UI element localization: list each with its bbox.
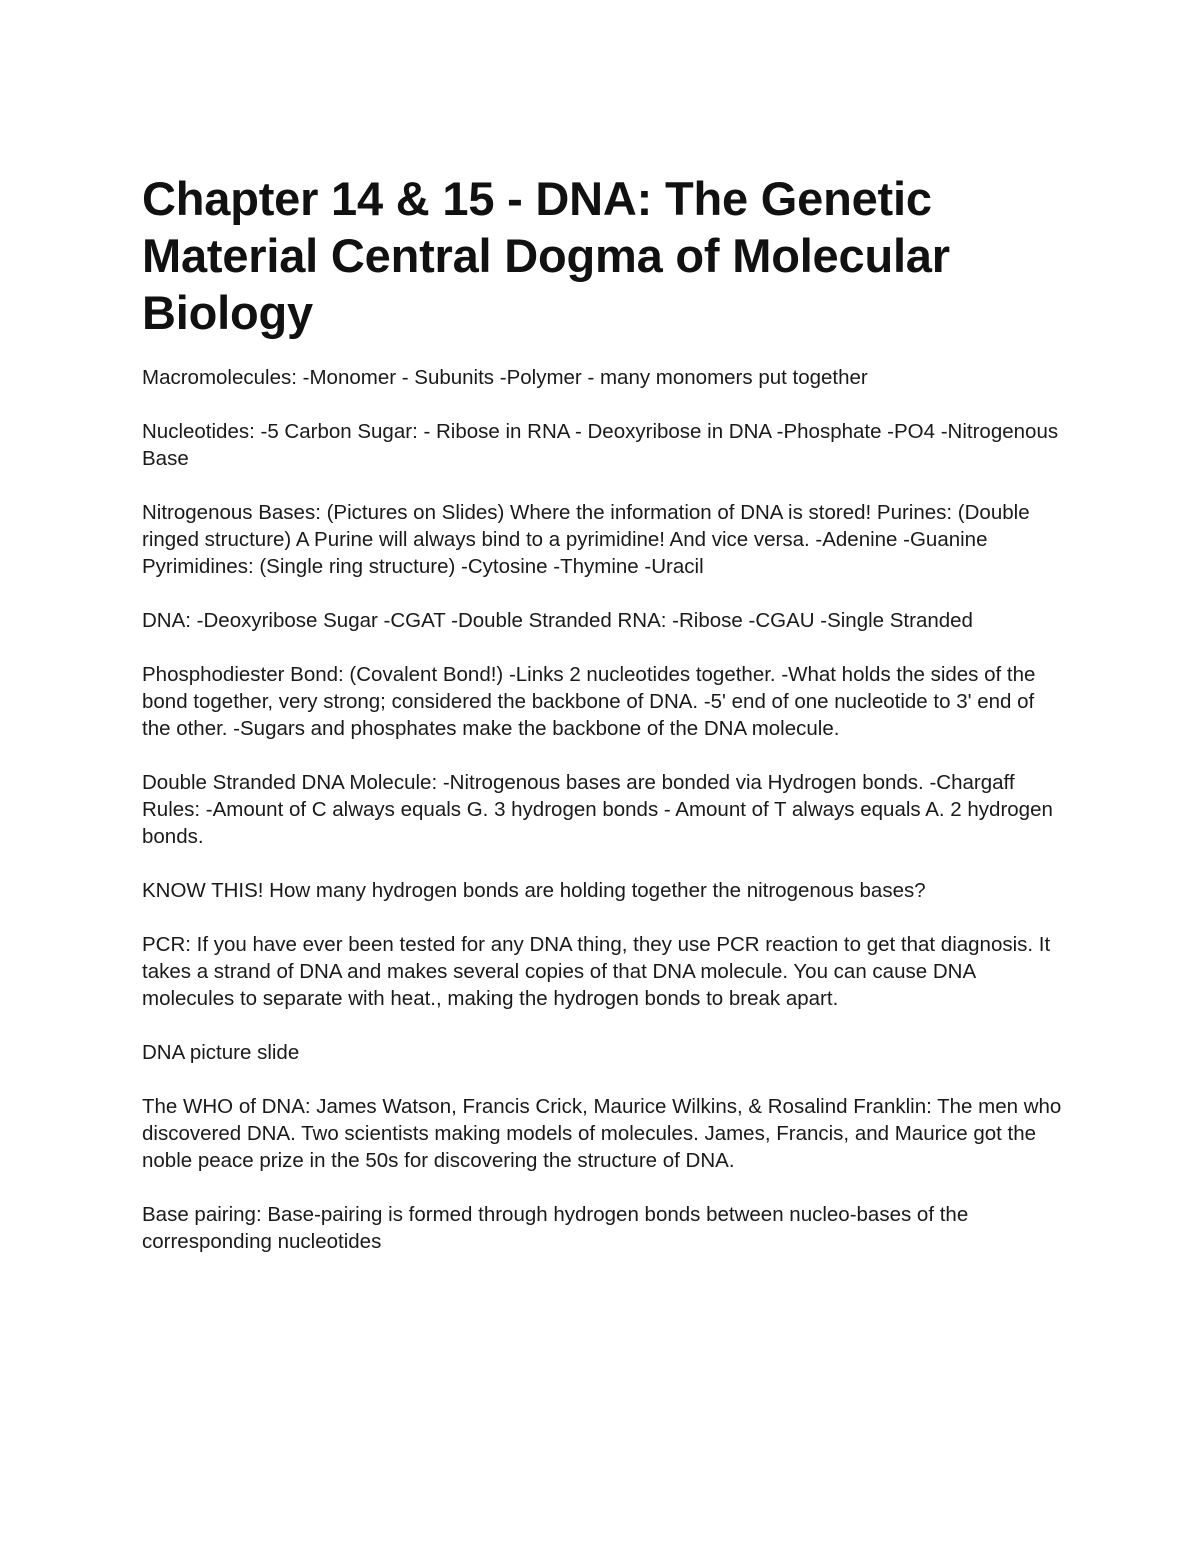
paragraph-base-pairing: Base pairing: Base-pairing is formed through hydrogen bonds between nucleo-bases of the corresponding nucleotides [142,1203,969,1253]
page-title: Chapter 14 & 15 - DNA: The Genetic Material Central Dogma of Molecular Biology [142,172,950,339]
paragraph-macromolecules: Macromolecules: -Monomer - Subunits -Polymer - many monomers put together [142,366,868,389]
paragraph-who-of-dna: The WHO of DNA: James Watson, Francis Crick, Maurice Wilkins, & Rosalind Franklin: The men who discovered DNA. Two scientists making models of molecules. James, Francis, and Maurice got the noble peace prize in the 50s for discovering the structure of DNA. [142,1095,1062,1172]
paragraph-dna-rna: DNA: -Deoxyribose Sugar -CGAT -Double Stranded RNA: -Ribose -CGAU -Single Stranded [142,609,973,632]
paragraph-double-stranded-dna: Double Stranded DNA Molecule: -Nitrogenous bases are bonded via Hydrogen bonds. -Chargaff Rules: -Amount of C always equals G. 3 hydrogen bonds - Amount of T always equals A. 2 hydrogen bonds. [142,771,1053,848]
paragraph-nucleotides: Nucleotides: -5 Carbon Sugar: - Ribose in RNA - Deoxyribose in DNA -Phosphate -PO4 -Nitrogenous Base [142,420,1059,470]
paragraph-nitrogenous-bases: Nitrogenous Bases: (Pictures on Slides) Where the information of DNA is stored! Purines: (Double ringed structure) A Purine will always bind to a pyrimidine! And vice versa. -Adenine -Guanine Pyrimidines: (Single ring structure) -Cytosine -Thymine -Uracil [142,501,1030,578]
paragraph-pcr: PCR: If you have ever been tested for any DNA thing, they use PCR reaction to get that diagnosis. It takes a strand of DNA and makes several copies of that DNA molecule. You can cause DNA molecules to separate with heat., making the hydrogen bonds to break apart. [142,933,1051,1010]
paragraph-dna-picture-slide: DNA picture slide [142,1041,300,1064]
paragraph-phosphodiester-bond: Phosphodiester Bond: (Covalent Bond!) -Links 2 nucleotides together. -What holds the sides of the bond together, very strong; considered the backbone of DNA. -5' end of one nucleotide to 3' end of the other. -Sugars and phosphates make the backbone of the DNA molecule. [142,663,1036,740]
document-body [142,170,1062,1282]
paragraph-know-this: KNOW THIS! How many hydrogen bonds are holding together the nitrogenous bases? [142,879,926,902]
